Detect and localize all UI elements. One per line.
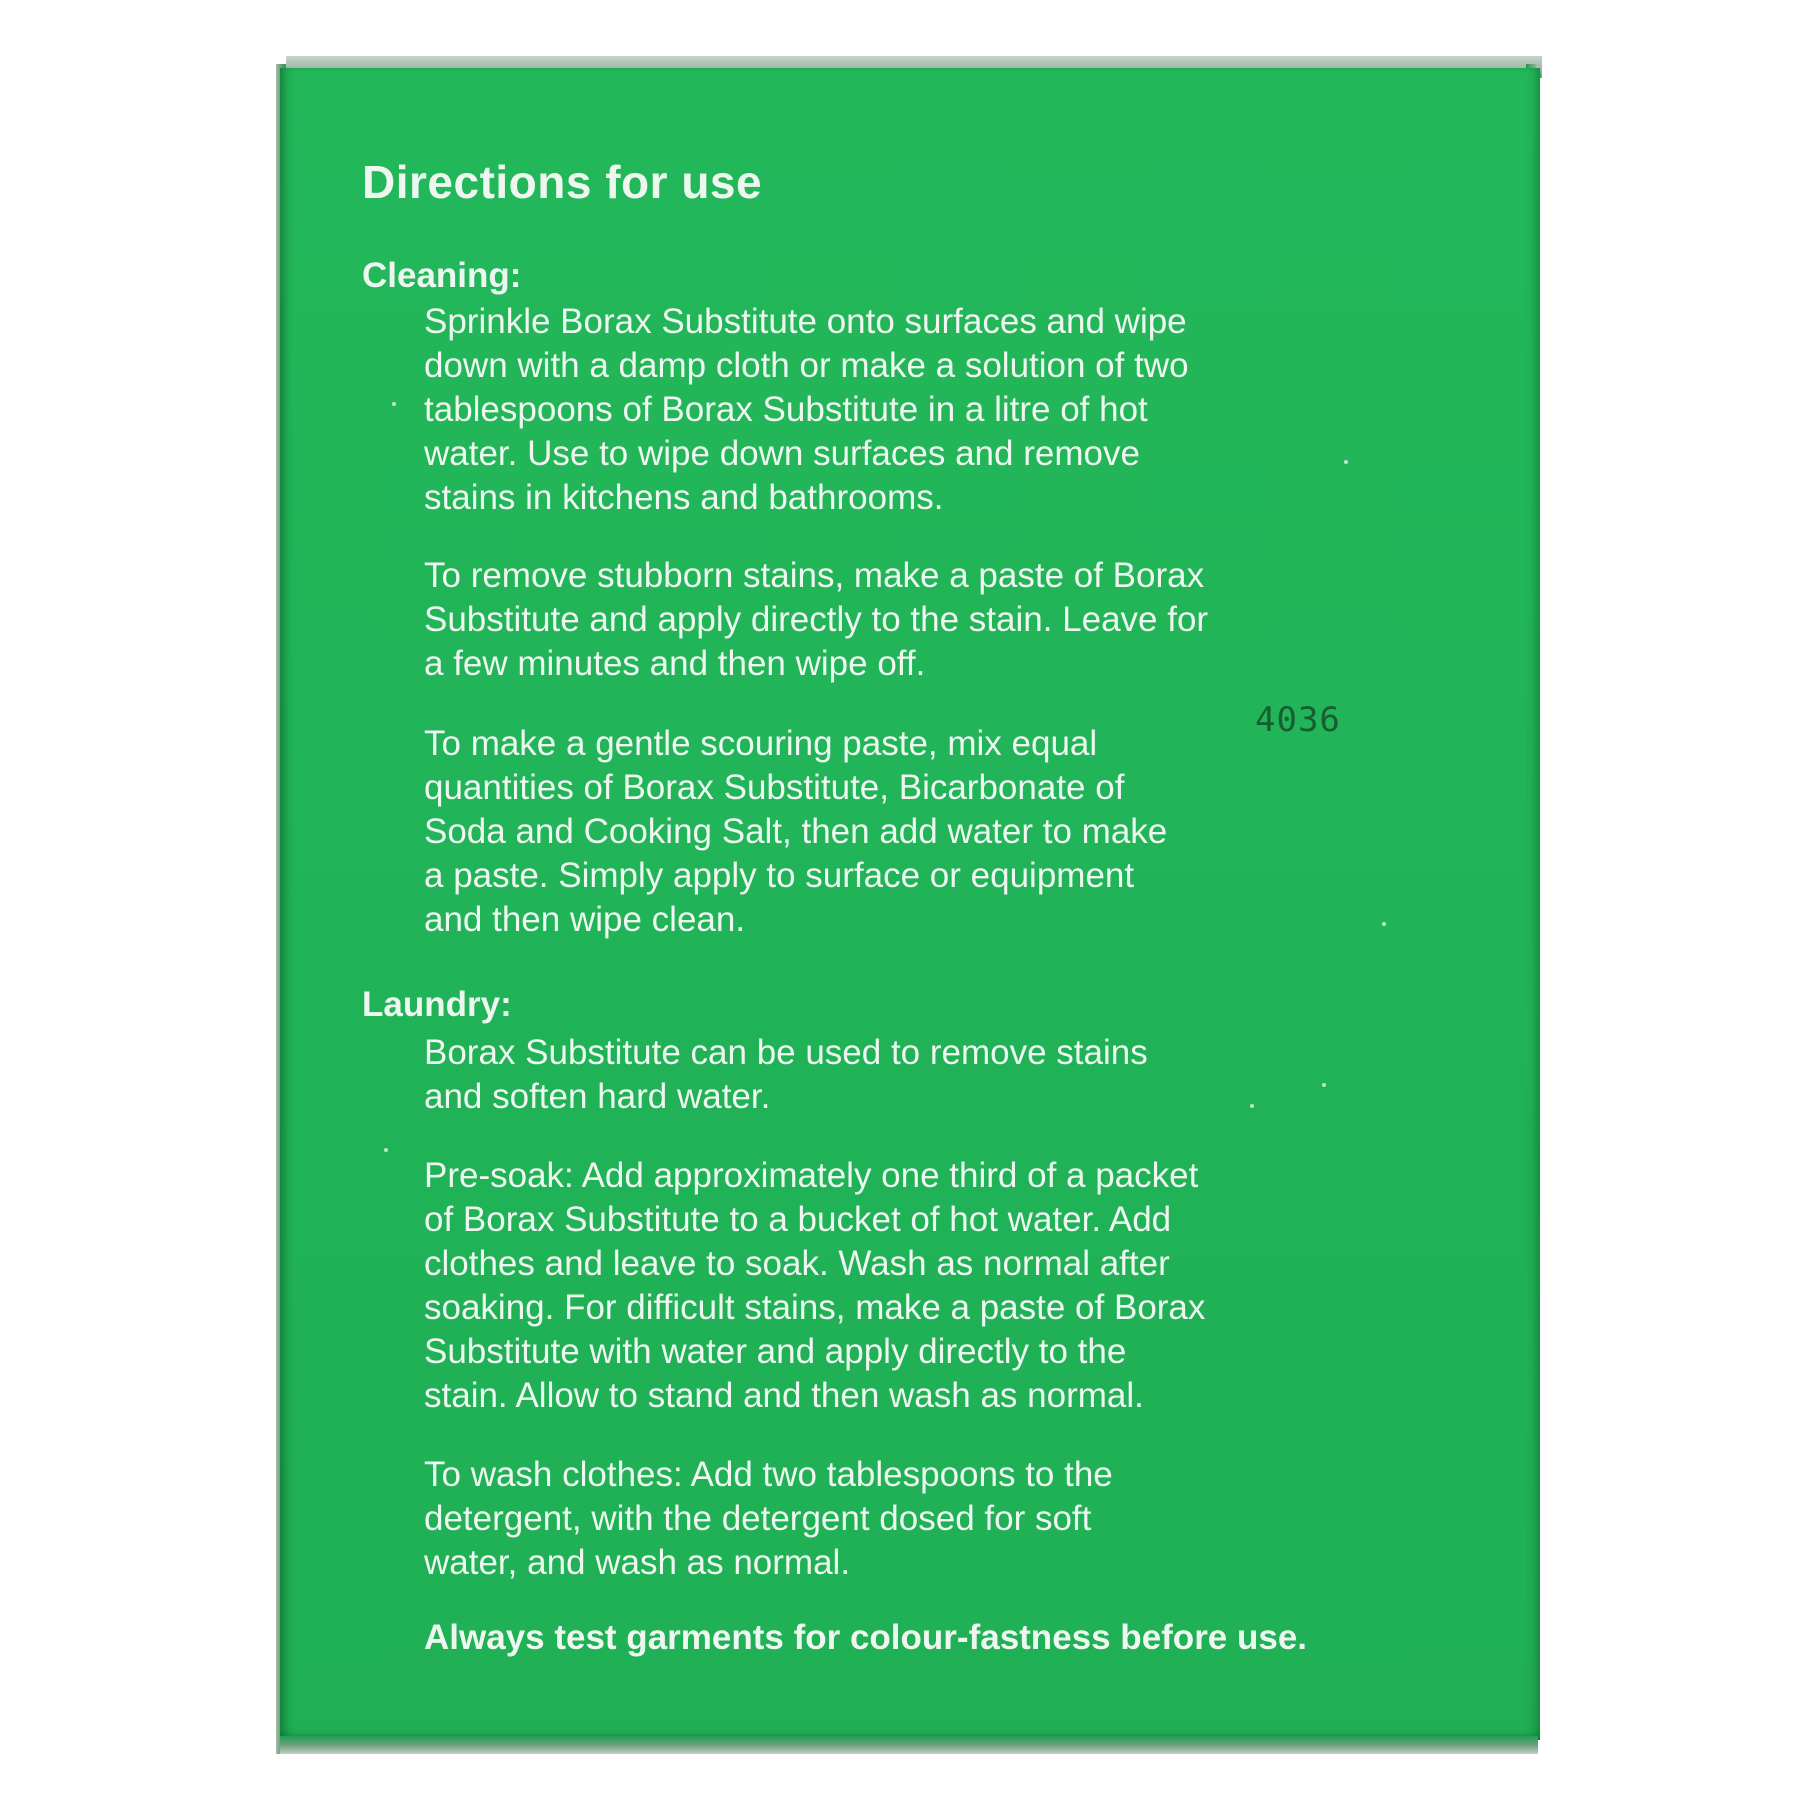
cleaning-paragraph-2: To remove stubborn stains, make a paste of Borax Substitute and apply directly to the stain. Leave for a few minutes and then wipe off. [424, 556, 1209, 683]
cleaning-label: Cleaning: [362, 256, 522, 295]
directions-heading: Directions for use [362, 156, 763, 208]
print-speck [392, 402, 396, 406]
print-speck [1250, 1104, 1254, 1108]
print-speck [1344, 460, 1348, 464]
laundry-paragraph-3: To wash clothes: Add two tablespoons to the detergent, with the detergent dosed for soft water, and wash as normal. [424, 1455, 1113, 1582]
print-speck [384, 1148, 388, 1152]
cleaning-paragraph-1: Sprinkle Borax Substitute onto surfaces and wipe down with a damp cloth or make a solution of two tablespoons of Borax Substitute in a litre of hot water. Use to wipe down surfaces and remove stains in kitchens and bathrooms. [424, 302, 1189, 517]
laundry-paragraph-2: Pre-soak: Add approximately one third of a packet of Borax Substitute to a bucket of hot water. Add clothes and leave to soak. Wash as normal after soaking. For difficult stains, make a paste of Borax Substitute with water and apply directly to the stain. Allow to stand and then wash as normal. [424, 1156, 1206, 1415]
box-bottom-edge [280, 1736, 1538, 1754]
colour-fastness-warning: Always test garments for colour-fastness before use. [424, 1618, 1308, 1657]
cleaning-paragraph-3: To make a gentle scouring paste, mix equal quantities of Borax Substitute, Bicarbonate of Soda and Cooking Salt, then add water to make a paste. Simply apply to surface or equipment and then wipe clean. [424, 724, 1168, 939]
batch-code-stamp: 4036 [1255, 700, 1341, 740]
print-speck [1322, 1083, 1326, 1087]
laundry-label: Laundry: [362, 985, 512, 1024]
print-speck [1382, 922, 1386, 926]
laundry-paragraph-1: Borax Substitute can be used to remove stains and soften hard water. [424, 1033, 1148, 1116]
